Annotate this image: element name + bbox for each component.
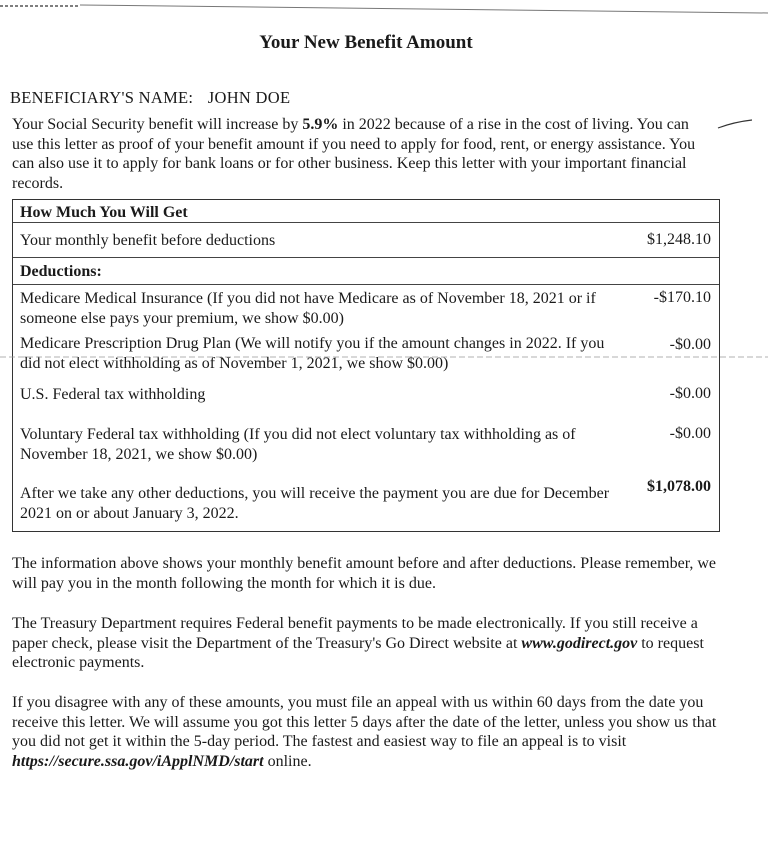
scan-line-artifact	[0, 356, 768, 358]
benefit-table	[12, 199, 720, 532]
net-payment-amount: $1,078.00	[647, 478, 711, 495]
beneficiary-name-line	[10, 88, 290, 108]
page-title: Your New Benefit Amount	[259, 32, 473, 53]
treasury-text-start: The Treasury Department requires Federal benefit payments to be made electronically. If you still receive a paper check, please visit the Department of the Treasury's Go Direct website at	[12, 615, 698, 652]
deduction-voluntary-tax-label: Voluntary Federal tax withholding (If you did not elect voluntary tax withholding as of November 18, 2021, we show $0.00)	[20, 426, 576, 463]
divider	[13, 257, 719, 258]
deduction-medicare-medical-label: Medicare Medical Insurance (If you did not have Medicare as of November 18, 2021 or if someone else pays your premium, we show $0.00)	[20, 290, 596, 327]
godirect-link[interactable]: www.godirect.gov	[521, 634, 638, 652]
divider	[13, 222, 719, 223]
deduction-voluntary-tax-amount: -$0.00	[669, 425, 711, 442]
table-header: How Much You Will Get	[20, 204, 188, 221]
treasury-text-end: to request electronic payments.	[12, 634, 704, 671]
divider	[13, 284, 719, 285]
info-paragraph: The information above shows your monthly benefit amount before and after deductions. Please remember, we will pay you in the month following the month for which it is due.	[12, 555, 717, 592]
deduction-medicare-medical-amount: -$170.10	[653, 289, 711, 306]
beneficiary-label: BENEFICIARY'S NAME:	[10, 88, 194, 107]
deduction-federal-tax-label: U.S. Federal tax withholding	[20, 386, 206, 403]
pen-mark-icon	[716, 118, 756, 132]
intro-paragraph	[12, 115, 712, 193]
appeal-link[interactable]: https://secure.ssa.gov/iApplNMD/start	[12, 752, 264, 770]
net-payment-label: After we take any other deductions, you will receive the payment you are due for December 2021 on or about January 3, 2022.	[20, 485, 610, 522]
deduction-prescription-label: Medicare Prescription Drug Plan (We will notify you if the amount changes in 2022. If you did not elect withholding as of November 1, 2021, we show $0.00)	[20, 335, 605, 372]
deduction-federal-tax-amount: -$0.00	[669, 385, 711, 402]
intro-text-start: Your Social Security benefit will increase by	[12, 116, 303, 133]
beneficiary-name: JOHN DOE	[207, 88, 291, 107]
deductions-header: Deductions:	[20, 263, 102, 280]
appeal-text-start: If you disagree with any of these amounts, you must file an appeal with us within 60 days from the date you receive this letter. We will assume you got this letter 5 days after the date of the letter, unless you show us that you did not get it within the 5-day period. The fastest and easiest way to file an appeal is to visit	[12, 694, 717, 750]
increase-percent: 5.9%	[302, 116, 339, 133]
scan-edge-artifact	[0, 0, 768, 20]
treasury-paragraph	[12, 614, 732, 673]
deduction-prescription-amount: -$0.00	[669, 336, 711, 353]
intro-text-end: in 2022 because of a rise in the cost of living. You can use this letter as proof of your benefit amount if you need to apply for food, rent, or energy assistance. You can also use it to apply for bank loans or for other business. Keep this letter with your important financial records.	[12, 116, 696, 192]
appeal-text-end: online.	[263, 752, 312, 770]
monthly-benefit-label: Your monthly benefit before deductions	[20, 232, 276, 249]
appeal-paragraph	[12, 693, 732, 771]
monthly-benefit-amount: $1,248.10	[647, 231, 711, 248]
